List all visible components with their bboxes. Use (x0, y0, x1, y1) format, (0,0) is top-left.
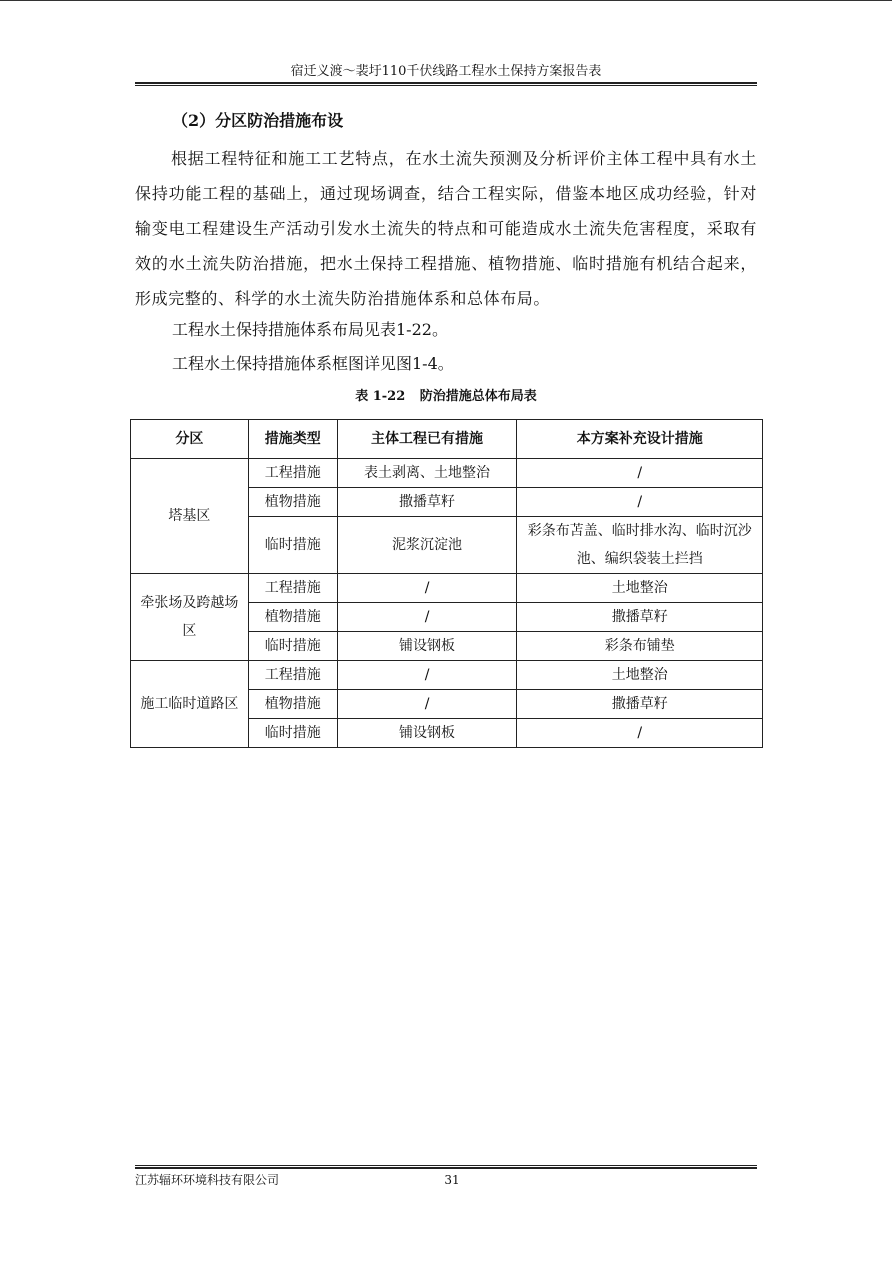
existing-measure-cell: / (337, 603, 517, 632)
supplement-measure-cell: 撒播草籽 (517, 603, 763, 632)
figure-reference-paragraph: 工程水土保持措施体系框图详见图1-4。 (172, 354, 454, 373)
footer-rule-thin (135, 1165, 757, 1166)
supplement-measure-cell: 土地整治 (517, 661, 763, 690)
supplement-measure-cell: / (517, 719, 763, 748)
table-reference-paragraph: 工程水土保持措施体系布局见表1-22。 (172, 320, 448, 339)
measure-type-cell: 临时措施 (248, 632, 337, 661)
table-caption-title: 防治措施总体布局表 (419, 389, 537, 404)
zone-cell: 施工临时道路区 (131, 661, 249, 748)
table-row (131, 574, 763, 603)
zone-cell: 牵张场及跨越场区 (131, 574, 249, 661)
existing-measure-cell: 撒播草籽 (337, 488, 517, 517)
header-supplement-measures: 本方案补充设计措施 (517, 420, 763, 459)
measure-type-cell: 植物措施 (248, 690, 337, 719)
supplement-measure-cell: 撒播草籽 (517, 690, 763, 719)
section-heading: （2）分区防治措施布设 (172, 111, 344, 130)
supplement-measure-cell: / (517, 488, 763, 517)
supplement-measure-cell: / (517, 459, 763, 488)
header-rule (135, 82, 757, 84)
table-row (131, 661, 763, 690)
table-caption (135, 388, 757, 406)
table-caption-number: 表 1-22 (355, 389, 406, 404)
measure-type-cell: 临时措施 (248, 719, 337, 748)
header-zone: 分区 (131, 420, 249, 459)
existing-measure-cell: 表土剥离、土地整治 (337, 459, 517, 488)
supplement-measure-cell: 土地整治 (517, 574, 763, 603)
page-header-title: 宿迁义渡～裴圩110千伏线路工程水土保持方案报告表 (290, 64, 602, 79)
existing-measure-cell: / (337, 690, 517, 719)
measure-type-cell: 工程措施 (248, 574, 337, 603)
existing-measure-cell: / (337, 661, 517, 690)
measure-type-cell: 植物措施 (248, 488, 337, 517)
table-row (131, 459, 763, 488)
existing-measure-cell: 铺设钢板 (337, 719, 517, 748)
page-top-border (0, 0, 892, 1)
measure-type-cell: 临时措施 (248, 517, 337, 574)
measure-type-cell: 工程措施 (248, 459, 337, 488)
zone-cell: 塔基区 (131, 459, 249, 574)
measures-layout-table (130, 419, 763, 748)
table-header-row (131, 420, 763, 459)
measure-type-cell: 工程措施 (248, 661, 337, 690)
existing-measure-cell: 铺设钢板 (337, 632, 517, 661)
footer-rule (135, 1167, 757, 1169)
supplement-measure-cell: 彩条布苫盖、临时排水沟、临时沉沙池、编织袋装土拦挡 (517, 517, 763, 574)
measure-type-cell: 植物措施 (248, 603, 337, 632)
main-paragraph: 根据工程特征和施工工艺特点，在水土流失预测及分析评价主体工程中具有水土保持功能工程的基础上，通过现场调查，结合工程实际，借鉴本地区成功经验，针对输变电工程建设生产活动引发水土流失的特点和可能造成水土流失危害程度，采取有效的水土流失防治措施，把水土保持工程措施、植物措施、临时措施有机结合起来，形成完整的、科学的水土流失防治措施体系和总体布局。 (135, 149, 757, 308)
existing-measure-cell: / (337, 574, 517, 603)
footer-company-name: 江苏辐环环境科技有限公司 (135, 1173, 280, 1187)
header-measure-type: 措施类型 (248, 420, 337, 459)
page-number: 31 (444, 1173, 460, 1187)
existing-measure-cell: 泥浆沉淀池 (337, 517, 517, 574)
header-existing-measures: 主体工程已有措施 (337, 420, 517, 459)
header-rule-thin (135, 85, 757, 86)
supplement-measure-cell: 彩条布铺垫 (517, 632, 763, 661)
